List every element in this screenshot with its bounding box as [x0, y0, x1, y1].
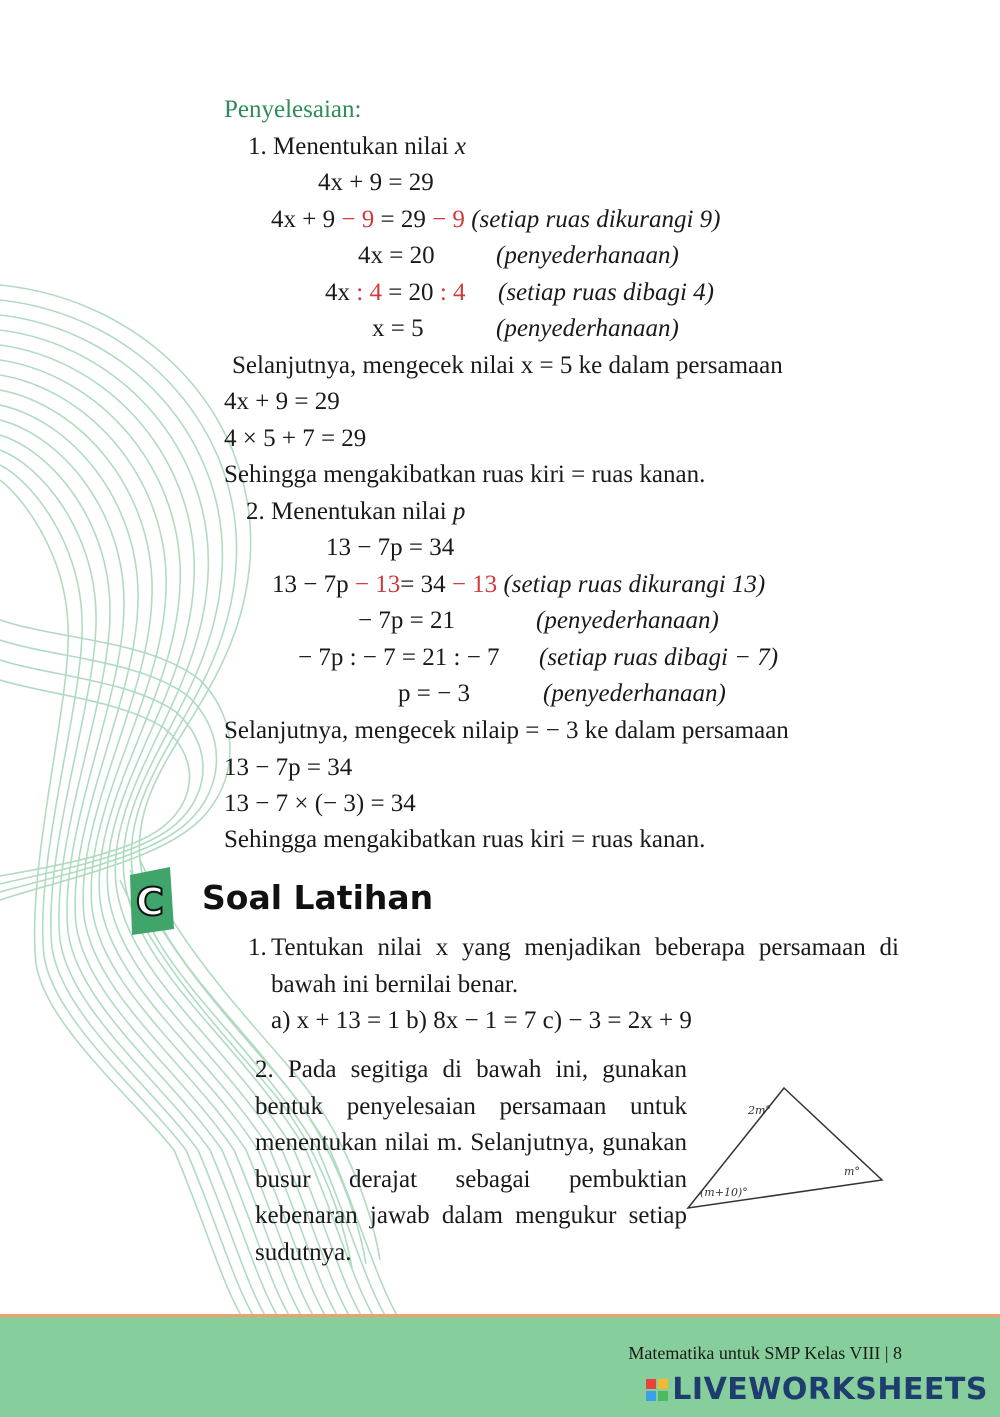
part2-eq3-note-text: (penyederhanaan)	[536, 607, 719, 634]
liveworksheets-logo[interactable]	[646, 1372, 988, 1407]
exercise-1-text: Tentukan nilai x yang menjadikan beberapa persamaan di bawah ini bernilai benar.	[271, 934, 899, 998]
angle-left-label: (m+10)°	[700, 1186, 748, 1199]
part1-number: 1.	[248, 133, 267, 160]
solution-heading: Penyelesaian:	[224, 96, 362, 123]
part2-title-text: Menentukan nilai	[271, 498, 447, 525]
part1-eq4-right: = 20	[381, 279, 434, 306]
part2-check-1: 13 − 7p = 34	[224, 754, 353, 781]
part2-eq2-left: 13 − 7p	[272, 571, 349, 598]
part2-equation-5: p = − 3	[398, 680, 470, 707]
part1-equation-4	[325, 278, 466, 308]
part2-eq2-subtract-left: − 13	[348, 571, 401, 598]
part1-check-intro: Selanjutnya, mengecek nilai x = 5 ke dalam persamaan	[232, 352, 783, 379]
part1-check-1: 4x + 9 = 29	[224, 388, 340, 415]
part1-title-text: Menentukan nilai	[273, 133, 449, 160]
part1-title-variable: x	[454, 133, 467, 160]
angle-right-label: m°	[844, 1165, 860, 1178]
part2-conclusion: Sehingga mengakibatkan ruas kiri = ruas kanan.	[224, 826, 706, 853]
part1-eq4-divide-right: : 4	[433, 279, 466, 306]
part2-equation-4: − 7p : − 7 = 21 : − 7	[298, 644, 500, 671]
part2-eq2-subtract-right: − 13	[445, 571, 498, 598]
part1-eq4-note-text: (setiap ruas dibagi 4)	[498, 279, 714, 306]
part2-title-variable: p	[452, 498, 466, 525]
part1-eq5-note-text: (penyederhanaan)	[496, 315, 679, 342]
part1-eq5-note	[496, 314, 679, 344]
part2-number: 2.	[246, 498, 265, 525]
part2-equation-2	[272, 570, 765, 600]
section-title: Soal Latihan	[202, 878, 434, 917]
part2-eq2-note: (setiap ruas dikurangi 13)	[503, 571, 766, 598]
liveworksheets-mark-icon	[646, 1379, 668, 1401]
part2-eq2-right: = 34	[400, 571, 446, 598]
part2-title	[246, 497, 465, 527]
part1-equation-3: 4x = 20	[358, 242, 435, 269]
part2-eq5-note	[543, 679, 726, 709]
part1-eq3-note-text: (penyederhanaan)	[496, 242, 679, 269]
section-badge-letter: C	[136, 880, 164, 924]
part2-eq3-note	[536, 606, 719, 636]
triangle-figure	[680, 1080, 890, 1210]
exercise-2-text: 2. Pada segitiga di bawah ini, gunakan bentuk penyelesaian persamaan untuk menentukan nilai m. Selanjutnya, gunakan busur derajat sebagai pembuktian kebenaran jawab dalam mengukur setiap sudutnya.	[255, 1056, 687, 1266]
part1-equation-1: 4x + 9 = 29	[318, 169, 434, 196]
part1-eq2-right: = 29	[374, 206, 426, 233]
section-badge	[126, 865, 176, 937]
part2-check-2: 13 − 7 × (− 3) = 34	[224, 790, 416, 817]
exercise-1-number: 1.	[248, 934, 267, 961]
part1-eq2-subtract-left: − 9	[335, 206, 375, 233]
part1-eq4-left: 4x	[325, 279, 350, 306]
part1-eq3-note	[496, 241, 679, 271]
footer-page-info: Matematika untuk SMP Kelas VIII | 8	[628, 1343, 902, 1363]
angle-top-label: 2m°	[748, 1104, 771, 1117]
part1-eq2-left: 4x + 9	[271, 206, 336, 233]
liveworksheets-brand-text: LIVEWORKSHEETS	[672, 1372, 988, 1407]
part2-eq4-note	[539, 643, 778, 673]
part1-equation-5: x = 5	[372, 315, 424, 342]
part1-eq2-subtract-right: − 9	[425, 206, 465, 233]
part2-eq4-note-text: (setiap ruas dibagi − 7)	[539, 644, 779, 671]
part2-check-intro: Selanjutnya, mengecek nilaip = − 3 ke dalam persamaan	[224, 717, 789, 744]
part1-equation-2	[271, 205, 720, 235]
part1-eq4-divide-left: : 4	[350, 279, 382, 306]
part1-eq2-note: (setiap ruas dikurangi 9)	[471, 206, 721, 233]
part2-equation-1: 13 − 7p = 34	[326, 534, 455, 561]
exercise-1-options: a) x + 13 = 1 b) 8x − 1 = 7 c) − 3 = 2x + 9	[271, 1007, 692, 1034]
part1-conclusion: Sehingga mengakibatkan ruas kiri = ruas kanan.	[224, 461, 706, 488]
part2-equation-3: − 7p = 21	[358, 607, 455, 634]
part1-title	[248, 132, 466, 162]
part2-eq5-note-text: (penyederhanaan)	[543, 680, 726, 707]
part1-check-2: 4 × 5 + 7 = 29	[224, 425, 367, 452]
part1-eq4-note	[498, 278, 714, 308]
